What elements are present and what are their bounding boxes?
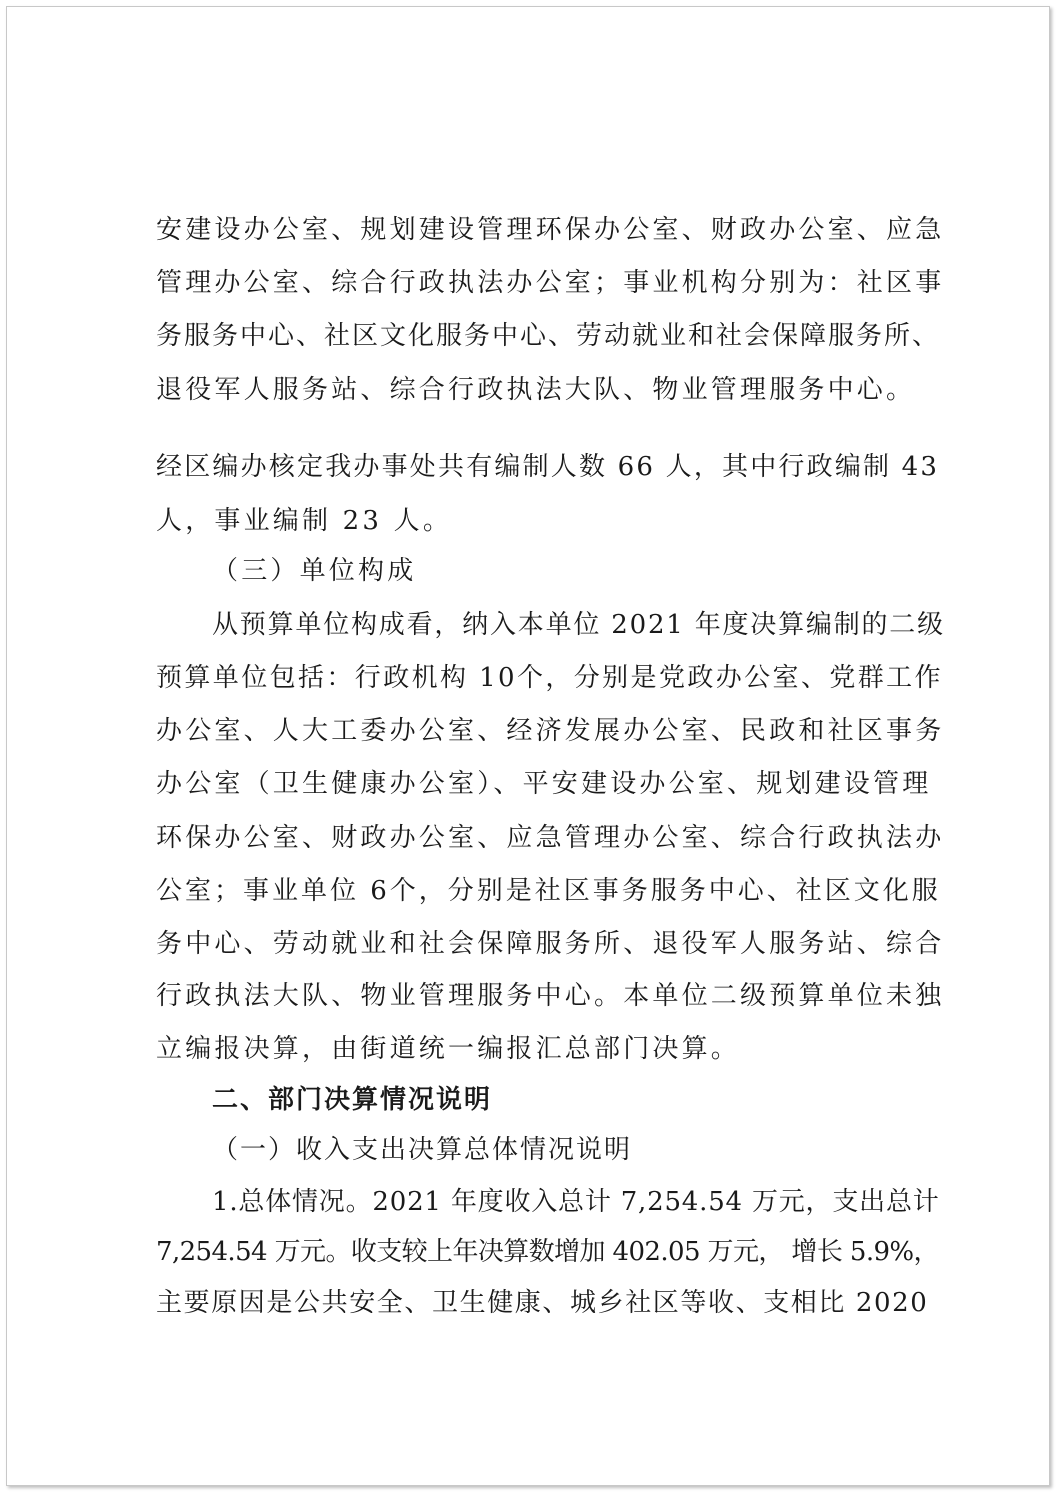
paragraph-line: 管理办公室、综合行政执法办公室；事业机构分别为：社区事 bbox=[156, 268, 945, 298]
section-heading-budget-explanation: 二、部门决算情况说明 bbox=[212, 1085, 493, 1115]
section-heading-unit-composition: （三）单位构成 bbox=[212, 556, 417, 586]
paragraph-line: 务服务中心、社区文化服务中心、劳动就业和社会保障服务所、 bbox=[156, 321, 941, 351]
paragraph-line: 1.总体情况。2021 年度收入总计 7,254.54 万元，支出总计 bbox=[212, 1187, 940, 1217]
paragraph-line: 行政执法大队、物业管理服务中心。本单位二级预算单位未独 bbox=[156, 981, 945, 1011]
paragraph-line: 安建设办公室、规划建设管理环保办公室、财政办公室、应急 bbox=[156, 215, 945, 245]
paragraph-line: 务中心、劳动就业和社会保障服务所、退役军人服务站、综合 bbox=[156, 929, 945, 959]
document-page bbox=[6, 6, 1050, 1486]
paragraph-line: 预算单位包括：行政机构 10个，分别是党政办公室、党群工作 bbox=[156, 663, 943, 693]
paragraph-line: 公室；事业单位 6个，分别是社区事务服务中心、社区文化服 bbox=[156, 876, 941, 906]
paragraph-line: 7,254.54 万元。收支较上年决算数增加 402.05 万元， 增长 5.9%， bbox=[156, 1237, 939, 1267]
paragraph-line: 退役军人服务站、综合行政执法大队、物业管理服务中心。 bbox=[156, 375, 916, 405]
paragraph-line: 人，事业编制 23 人。 bbox=[156, 506, 453, 536]
paragraph-line: 主要原因是公共安全、卫生健康、城乡社区等收、支相比 2020 bbox=[156, 1288, 929, 1318]
paragraph-line: 立编报决算，由街道统一编报汇总部门决算。 bbox=[156, 1034, 741, 1064]
paragraph-line: 环保办公室、财政办公室、应急管理办公室、综合行政执法办 bbox=[156, 823, 945, 853]
paragraph-line: 从预算单位构成看，纳入本单位 2021 年度决算编制的二级 bbox=[212, 610, 945, 640]
paragraph-line: 经区编办核定我办事处共有编制人数 66 人，其中行政编制 43 bbox=[156, 452, 940, 482]
paragraph-line: 办公室（卫生健康办公室）、平安建设办公室、规划建设管理 bbox=[156, 769, 932, 799]
subsection-heading-income-expenditure: （一）收入支出决算总体情况说明 bbox=[212, 1135, 633, 1165]
paragraph-line: 办公室、人大工委办公室、经济发展办公室、民政和社区事务 bbox=[156, 716, 945, 746]
